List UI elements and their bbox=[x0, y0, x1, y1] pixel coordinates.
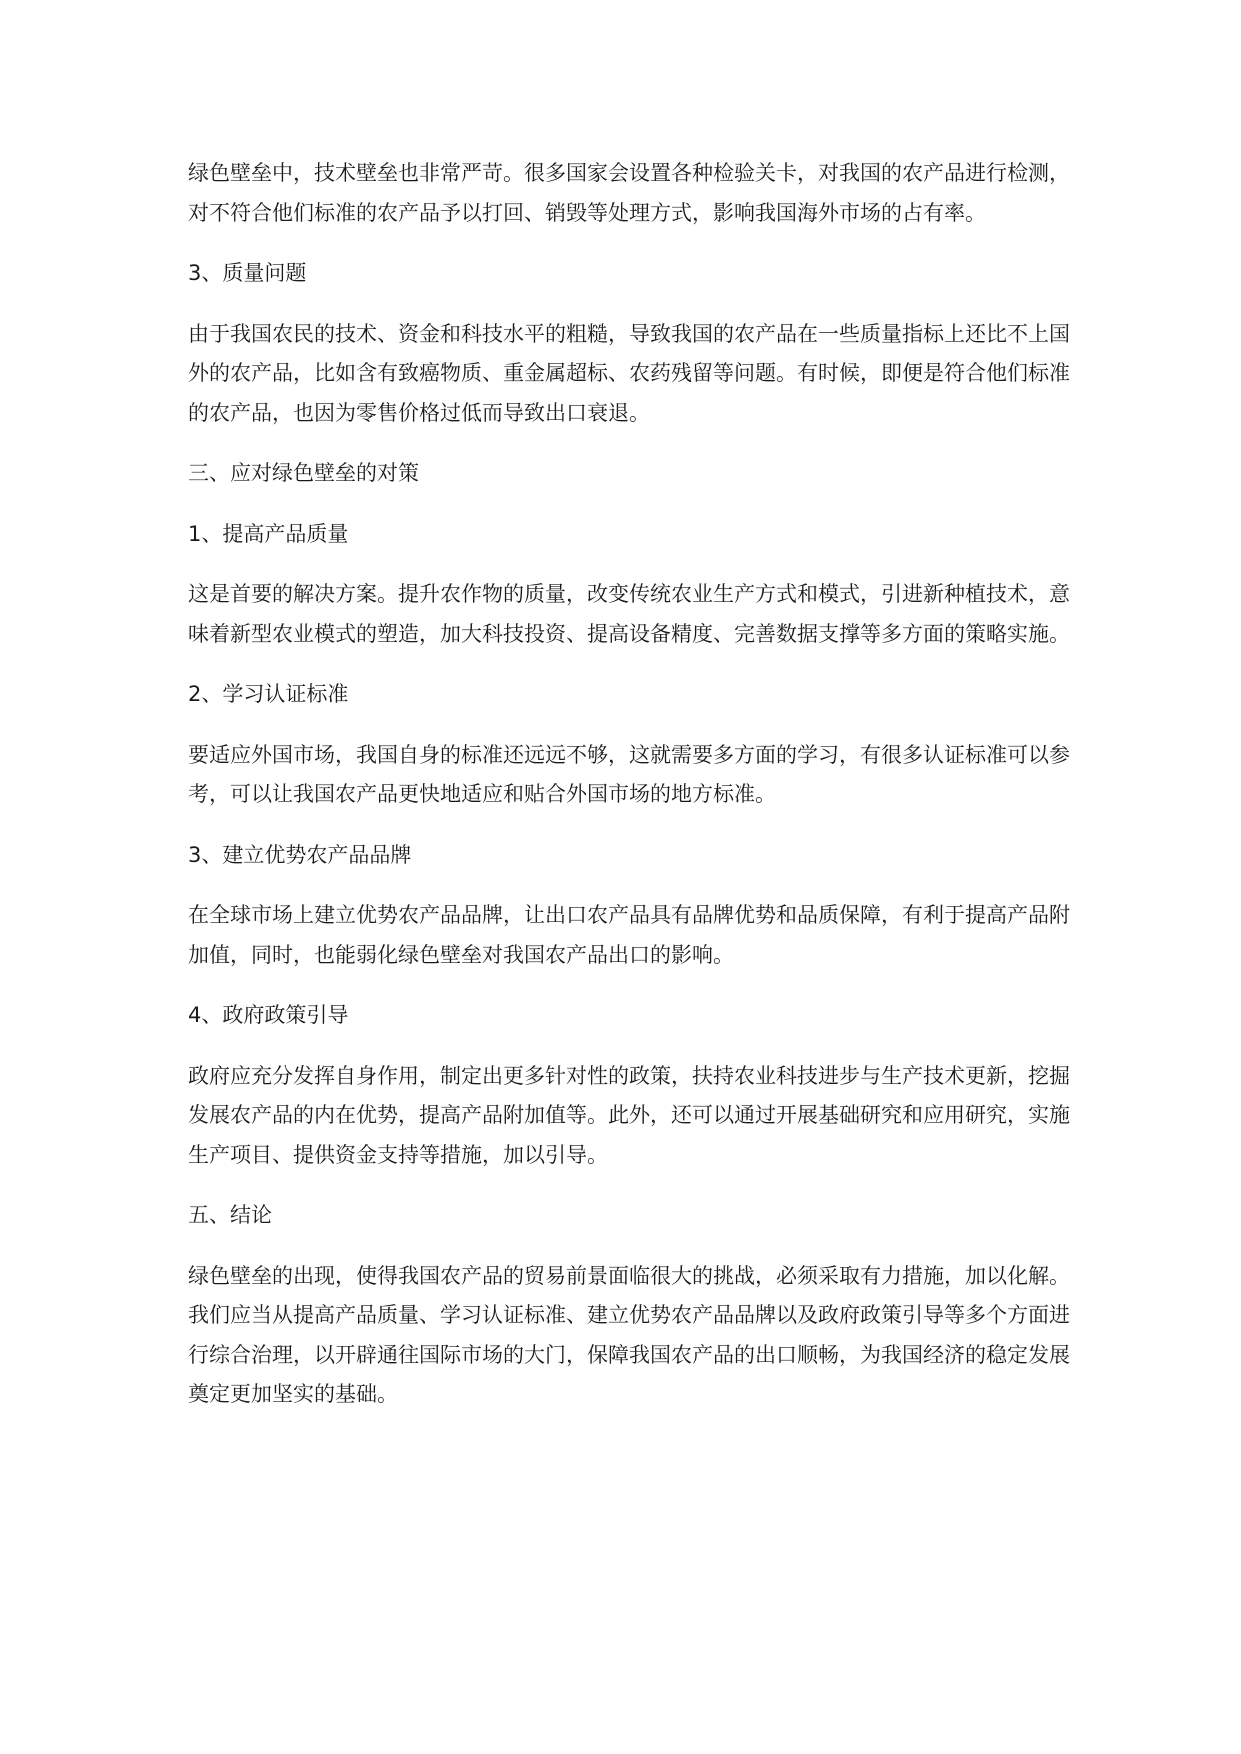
heading-improve-quality: 1、提高产品质量 bbox=[188, 521, 349, 546]
paragraph-conclusion: 绿色壁垒的出现，使得我国农产品的贸易前景面临很大的挑战，必须采取有力措施，加以化解。我们应当从提高产品质量、学习认证标准、建立优势农产品品牌以及政府政策引导等多个方面进行综合治理，以开辟通往国际市场的大门，保障我国农产品的出口顺畅，为我国经济的稳定发展奠定更加坚实的基础。 bbox=[188, 1263, 1070, 1406]
heading-learn-standards: 2、学习认证标准 bbox=[188, 682, 349, 706]
heading-quality-problem: 3、质量问题 bbox=[188, 261, 307, 285]
heading-government-policy: 4、政府政策引导 bbox=[188, 1003, 349, 1027]
paragraph-technical-barrier: 绿色壁垒中，技术壁垒也非常严苛。很多国家会设置各种检验关卡，对我国的农产品进行检测，对不符合他们标准的农产品予以打回、销毁等处理方式，影响我国海外市场的占有率。 bbox=[188, 161, 1070, 225]
heading-build-brand: 3、建立优势农产品品牌 bbox=[188, 842, 412, 867]
paragraph-quality-problem: 由于我国农民的技术、资金和科技水平的粗糙，导致我国的农产品在一些质量指标上还比不上国外的农产品，比如含有致癌物质、重金属超标、农药残留等问题。有时候，即便是符合他们标准的农产品，也因为零售价格过低而导致出口衰退。 bbox=[188, 321, 1070, 425]
paragraph-learn-standards: 要适应外国市场，我国自身的标准还远远不够，这就需要多方面的学习，有很多认证标准可以参考，可以让我国农产品更快地适应和贴合外国市场的地方标准。 bbox=[188, 742, 1070, 806]
paragraph-government-policy: 政府应充分发挥自身作用，制定出更多针对性的政策，扶持农业科技进步与生产技术更新，挖掘发展农产品的内在优势，提高产品附加值等。此外，还可以通过开展基础研究和应用研究，实施生产项目、提供资金支持等措施，加以引导。 bbox=[188, 1063, 1070, 1167]
document-body bbox=[188, 154, 1083, 1436]
paragraph-build-brand: 在全球市场上建立优势农产品品牌，让出口农产品具有品牌优势和品质保障，有利于提高产品附加值，同时，也能弱化绿色壁垒对我国农产品出口的影响。 bbox=[188, 903, 1070, 967]
heading-countermeasures: 三、应对绿色壁垒的对策 bbox=[188, 461, 419, 485]
paragraph-improve-quality: 这是首要的解决方案。提升农作物的质量，改变传统农业生产方式和模式，引进新种植技术，意味着新型农业模式的塑造，加大科技投资、提高设备精度、完善数据支撑等多方面的策略实施。 bbox=[188, 582, 1070, 646]
heading-conclusion: 五、结论 bbox=[188, 1203, 272, 1227]
